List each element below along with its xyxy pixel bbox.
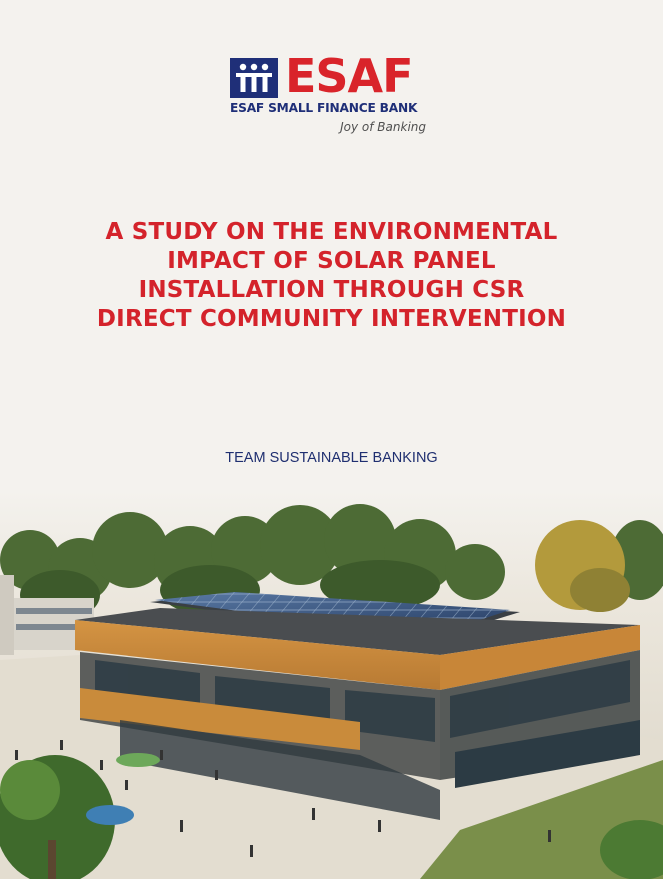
team-name: TEAM SUSTAINABLE BANKING [225,450,438,466]
title-line: DIRECT COMMUNITY INTERVENTION [96,306,567,332]
esaf-people-icon [230,58,278,98]
logo-bank-name: ESAF SMALL FINANCE BANK [230,101,418,115]
title-line: IMPACT OF SOLAR PANEL [167,248,496,274]
logo-tagline: Joy of Banking [340,120,426,134]
logo-wordmark: ESAF [285,49,413,103]
esaf-logo [230,49,430,138]
document-title [80,218,583,334]
title-line: A STUDY ON THE ENVIRONMENTAL [105,219,558,245]
title-line: INSTALLATION THROUGH CSR [138,277,525,303]
cover-photo [0,490,663,879]
